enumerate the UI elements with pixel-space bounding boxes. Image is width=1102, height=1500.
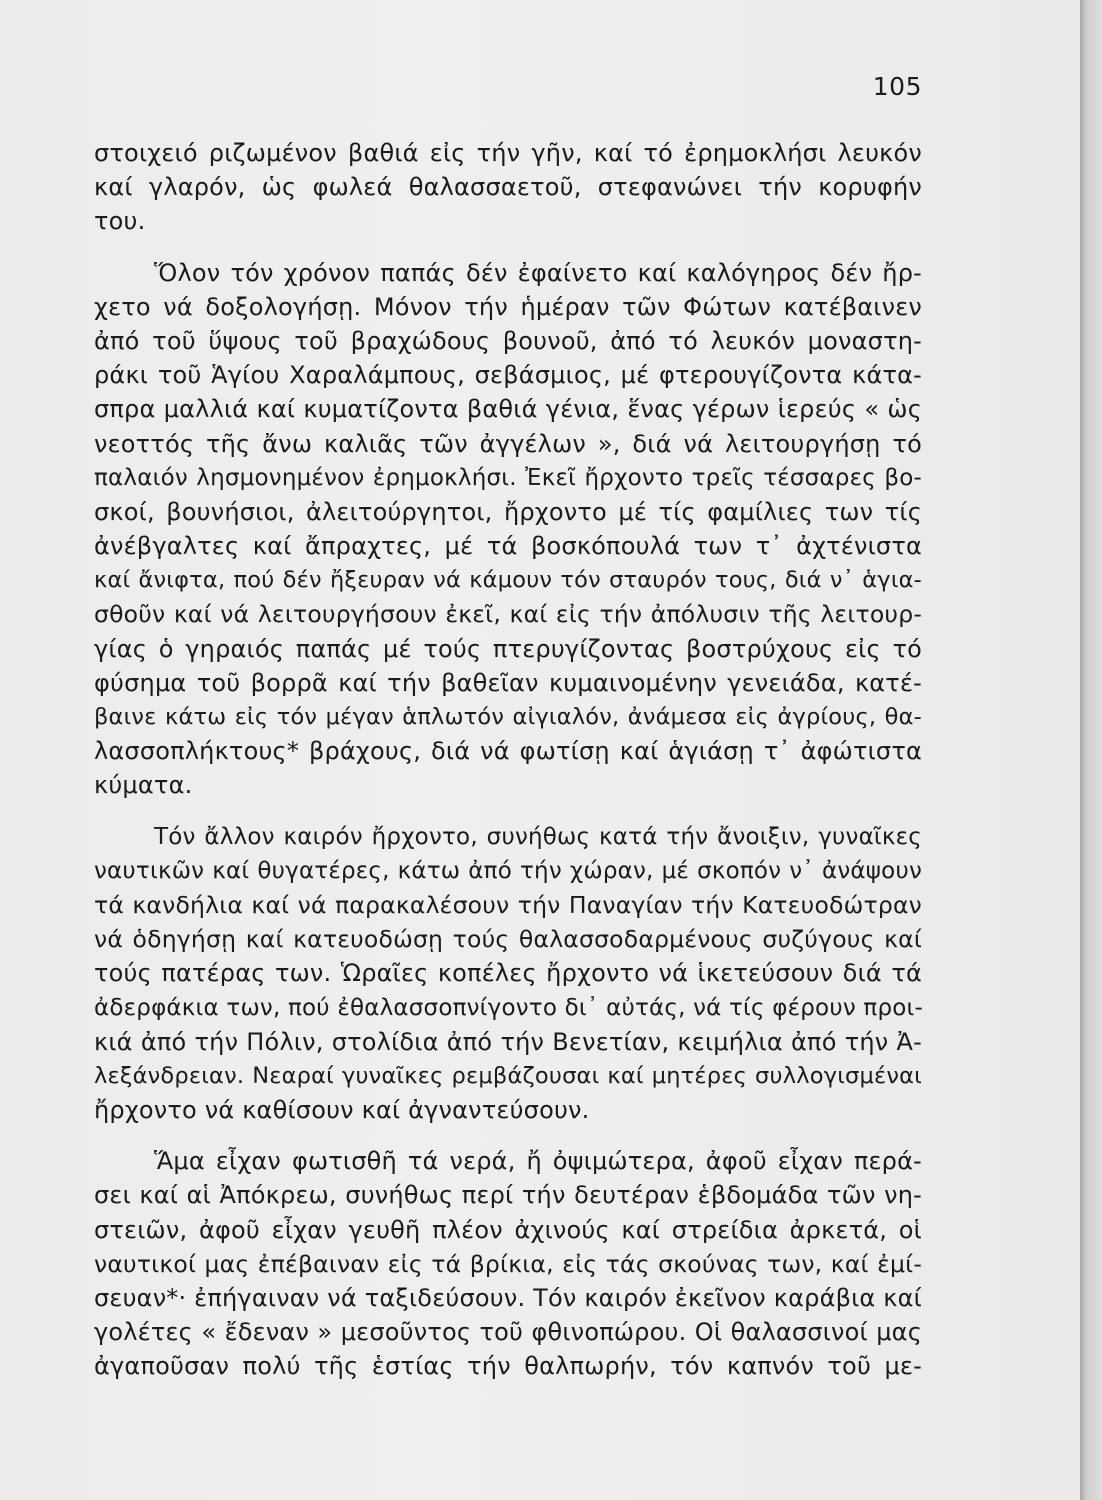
text-line: ἀγαποῦσαν πολύ τῆς ἑστίας τήν θαλπωρήν, τόν καπνόν τοῦ με- xyxy=(94,1352,922,1381)
paragraph-3 xyxy=(94,820,922,1128)
text-line: ράκι τοῦ Ἁγίου Χαραλάμπους, σεβάσμιος, μέ φτερουγίζοντα κάτα- xyxy=(94,361,922,390)
text-line: κιά ἀπό τήν Πόλιν, στολίδια ἀπό τήν Βενετίαν, κειμήλια ἀπό τήν Ἀ- xyxy=(94,1027,922,1056)
text-line: ναυτικοί μας ἐπέβαιναν εἰς τά βρίκια, εἰς τάς σκούνας των, καί ἐμί- xyxy=(94,1249,922,1278)
text-line: σει καί αἱ Ἀπόκρεω, συνήθως περί τήν δευτέραν ἑβδομάδα τῶν νη- xyxy=(94,1181,922,1210)
text-line: Ἅμα εἶχαν φωτισθῆ τά νερά, ἤ ὀψιμώτερα, ἀφοῦ εἶχαν περά- xyxy=(154,1147,922,1176)
text-line: γίας ὁ γηραιός παπάς μέ τούς πτερυγίζοντας βοστρύχους εἰς τό xyxy=(94,634,922,663)
text-line: ἤρχοντο νά καθίσουν καί ἀγναντεύσουν. xyxy=(94,1096,590,1125)
text-line: του. xyxy=(94,207,146,236)
paragraph-1 xyxy=(94,136,922,239)
text-line: νεοττός τῆς ἄνω καλιᾶς τῶν ἀγγέλων », διά νά λειτουργήσῃ τό xyxy=(94,429,922,458)
text-line: καί ἄνιφτα, πού δέν ἤξευραν νά κάμουν τόν σταυρόν τους, διά ν᾽ ἁγια- xyxy=(94,567,922,594)
text-line: ἀπό τοῦ ὕψους τοῦ βραχώδους βουνοῦ, ἀπό τό λευκόν μοναστη- xyxy=(94,326,922,355)
text-line: νά ὁδηγήσῃ καί κατευοδώσῃ τούς θαλασσοδαρμένους συζύγους καί xyxy=(94,925,922,954)
text-line: λεξάνδρειαν. Νεαραί γυναῖκες ρεμβάζουσαι καί μητέρες συλλογισμέναι xyxy=(94,1062,922,1089)
text-line: τούς πατέρας των. Ὡραῖες κοπέλες ἤρχοντο νά ἱκετεύσουν διά τά xyxy=(94,959,922,988)
paragraph-4 xyxy=(94,1144,922,1383)
text-line: χετο νά δοξολογήσῃ. Μόνον τήν ἡμέραν τῶν Φώτων κατέβαινεν xyxy=(94,292,922,321)
text-line: σκοί, βουνήσιοι, ἀλειτούργητοι, ἤρχοντο μέ τίς φαμίλιες των τίς xyxy=(94,497,922,526)
text-line: ἀδερφάκια των, πού ἐθαλασσοπνίγοντο δι᾽ αὐτάς, νά τίς φέρουν προι- xyxy=(94,994,923,1021)
text-line: φύσημα τοῦ βορρᾶ καί τήν βαθεῖαν κυμαινομένην γενειάδα, κατέ- xyxy=(94,668,922,697)
text-line: γολέτες « ἔδεναν » μεσοῦντος τοῦ φθινοπώρου. Οἱ θαλασσινοί μας xyxy=(94,1318,922,1347)
text-line: παλαιόν λησμονημένον ἐρημοκλήσι. Ἐκεῖ ἤρχοντο τρεῖς τέσσαρες βο- xyxy=(94,464,922,491)
body-text xyxy=(94,136,922,1384)
text-line: λασσοπλήκτους* βράχους, διά νά φωτίσῃ καί ἁγιάσῃ τ᾽ ἀφώτιστα xyxy=(94,737,922,766)
page-number: 105 xyxy=(872,72,922,101)
text-line: καί γλαρόν, ὡς φωλεά θαλασσαετοῦ, στεφανώνει τήν κορυφήν xyxy=(94,173,922,202)
text-line: ἀνέβγαλτες καί ἄπραχτες, μέ τά βοσκόπουλά των τ᾽ ἀχτένιστα xyxy=(94,532,922,561)
text-line: τά κανδήλια καί νά παρακαλέσουν τήν Παναγίαν τήν Κατευοδώτραν xyxy=(94,890,922,919)
text-line: βαινε κάτω εἰς τόν μέγαν ἁπλωτόν αἰγιαλόν, ἀνάμεσα εἰς ἀγρίους, θα- xyxy=(94,704,922,730)
text-line: Τόν ἄλλον καιρόν ἤρχοντο, συνήθως κατά τήν ἄνοιξιν, γυναῖκες xyxy=(154,823,922,850)
text-line: ναυτικῶν καί θυγατέρες, κάτω ἀπό τήν χώραν, μέ σκοπόν ν᾽ ἀνάψουν xyxy=(94,857,922,884)
page-edge-shadow xyxy=(1080,0,1102,1500)
text-line: σευαν*· ἐπήγαιναν νά ταξιδεύσουν. Τόν καιρόν ἐκεῖνον καράβια καί xyxy=(94,1284,922,1312)
text-line: στοιχειό ριζωμένον βαθιά εἰς τήν γῆν, καί τό ἐρημοκλήσι λευκόν xyxy=(94,139,922,167)
text-line: κύματα. xyxy=(94,771,193,800)
text-line: σπρα μαλλιά καί κυματίζοντα βαθιά γένια, ἕνας γέρων ἱερεύς « ὡς xyxy=(94,395,922,424)
text-line: στειῶν, ἀφοῦ εἶχαν γευθῆ πλέον ἀχινούς καί στρείδια ἀρκετά, οἱ xyxy=(94,1215,922,1244)
paragraph-2 xyxy=(94,256,922,803)
text-line: σθοῦν καί νά λειτουργήσουν ἐκεῖ, καί εἰς τήν ἀπόλυσιν τῆς λειτουρ- xyxy=(94,600,922,629)
text-line: Ὅλον τόν χρόνον παπάς δέν ἐφαίνετο καί καλόγηρος δέν ἤρ- xyxy=(154,258,922,287)
